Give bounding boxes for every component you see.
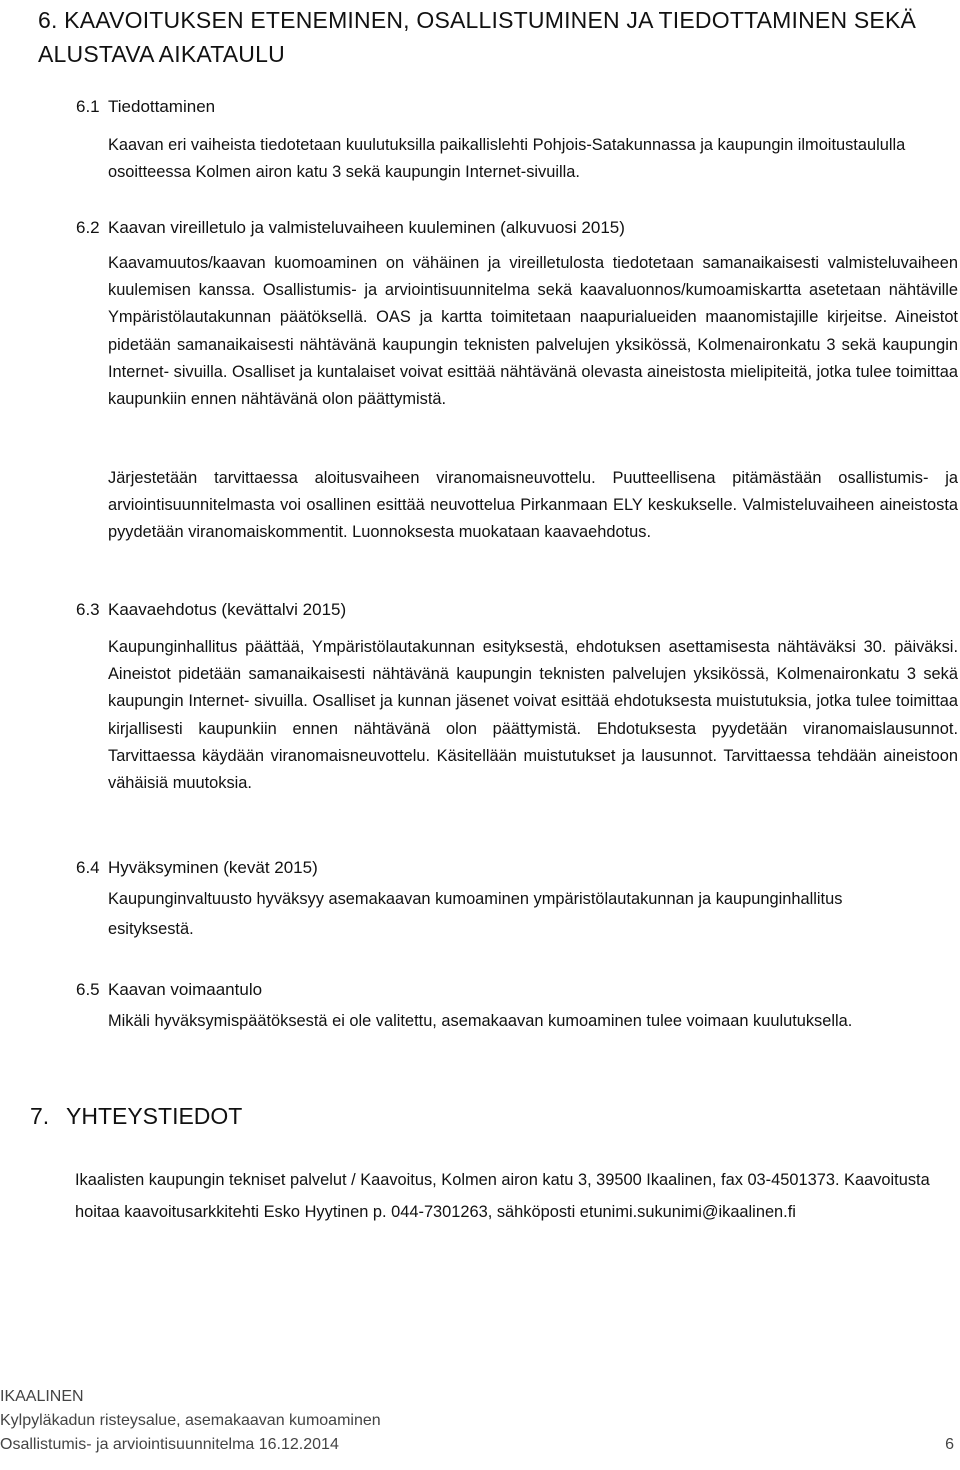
paragraph-6-2-b: Järjestetään tarvittaessa aloitusvaiheen viranomaisneuvottelu. Puutteellisena pitämästään osallistumis- ja arviointisuunnitelmasta voi osallinen esittää neuvottelua Pirkanmaan ELY keskukselle. Valmisteluvaiheen aineistosta pyydetään viranomaiskommentit. Luonnoksesta muokataan kaavaehdotus. [108, 469, 958, 542]
heading-6-5 [76, 978, 262, 1002]
footer-municipality: IKAALINEN [0, 1388, 84, 1405]
heading-number: 6.4 [76, 858, 100, 877]
footer-document-name: Osallistumis- ja arviointisuunnitelma 16.12.2014 [0, 1436, 339, 1453]
heading-6-3 [76, 598, 346, 622]
section-6-title-line1: 6. KAAVOITUKSEN ETENEMINEN, OSALLISTUMINEN JA TIEDOTTAMINEN SEKÄ [38, 7, 917, 33]
heading-number: 7. [30, 1103, 50, 1129]
heading-text: Kaavan vireilletulo ja valmisteluvaiheen kuuleminen (alkuvuosi 2015) [108, 218, 625, 237]
section-6-title-line2: ALUSTAVA AIKATAULU [38, 41, 285, 67]
paragraph-6-4: Kaupunginvaltuusto hyväksyy asemakaavan kumoaminen ympäristölautakunnan ja kaupunginhallitus esityksestä. [108, 890, 843, 938]
paragraph-6-3: Kaupunginhallitus päättää, Ympäristölautakunnan esityksestä, ehdotuksen asettamisesta nähtäväksi 30. päiväksi. Aineistot pidetään samanaikaisesti nähtävänä kaupungin teknisten palvelujen yksikössä, Kolmenaironkatu 3 sekä kaupungin Internet- sivuilla. Osalliset ja kunnan jäsenet voivat esittää ehdotuksesta muistutuksia, jotka tulee toimittaa kirjallisesti kaupunkiin ennen nähtävänä olon päättymistä. Ehdotuksesta pyydetään viranomaislausunnot. Tarvittaessa käydään viranomaisneuvottelu. Käsitellään muistutukset ja lausunnot. Tarvittaessa tehdään aineistoon vähäisiä muutoksia. [108, 638, 958, 793]
paragraph-6-1: Kaavan eri vaiheista tiedotetaan kuulutuksilla paikallislehti Pohjois-Satakunnassa ja kaupungin ilmoitustaululla osoitteessa Kolmen airon katu 3 sekä kaupungin Internet-sivuilla. [108, 136, 906, 182]
heading-text: Tiedottaminen [108, 97, 216, 116]
section-6-title [38, 3, 938, 71]
heading-number: 6.5 [76, 980, 100, 999]
heading-6-1 [76, 95, 215, 119]
paragraph-6-2-a: Kaavamuutos/kaavan kuomoaminen on vähäinen ja vireilletulosta tiedotetaan samanaikaisesti valmisteluvaiheen kuulemisen kanssa. Osallistumis- ja arviointisuunnitelma sekä kaavaluonnos/kumoamiskartta asetetaan nähtäville Ympäristölautakunnan päätöksellä. OAS ja kartta toimitetaan naapurialueiden maanomistajille kirjeitse. Aineistot pidetään samanaikaisesti nähtävänä kaupungin teknisten palvelujen yksikössä, Kolmenaironkatu 3 sekä kaupungin Internet- sivuilla. Osalliset ja kuntalaiset voivat esittää nähtävänä olevasta aineistosta mielipiteitä, jotka tulee toimittaa kaupunkiin ennen nähtävänä olon päättymistä. [108, 254, 958, 409]
section-7-title [30, 1101, 242, 1131]
page-number: 6 [945, 1436, 954, 1453]
footer [0, 1385, 960, 1457]
heading-6-4 [76, 856, 318, 880]
heading-number: 6.1 [76, 97, 100, 116]
heading-number: 6.2 [76, 218, 100, 237]
heading-text: Kaavan voimaantulo [108, 980, 263, 999]
heading-text: Hyväksyminen (kevät 2015) [108, 858, 318, 877]
footer-plan-name: Kylpyläkadun risteysalue, asemakaavan kumoaminen [0, 1412, 381, 1429]
heading-6-2 [76, 216, 625, 240]
contact-paragraph: Ikaalisten kaupungin tekniset palvelut / Kaavoitus, Kolmen airon katu 3, 39500 Ikaalinen, fax 03-4501373. Kaavoitusta hoitaa kaavoitusarkkitehti Esko Hyytinen p. 044-7301263, sähköposti etunimi.sukunimi@ikaalinen.fi [75, 1171, 930, 1221]
heading-text: YHTEYSTIEDOT [66, 1103, 243, 1129]
paragraph-6-5: Mikäli hyväksymispäätöksestä ei ole valitettu, asemakaavan kumoaminen tulee voimaan kuulutuksella. [108, 1012, 853, 1030]
heading-text: Kaavaehdotus (kevättalvi 2015) [108, 600, 347, 619]
heading-number: 6.3 [76, 600, 100, 619]
